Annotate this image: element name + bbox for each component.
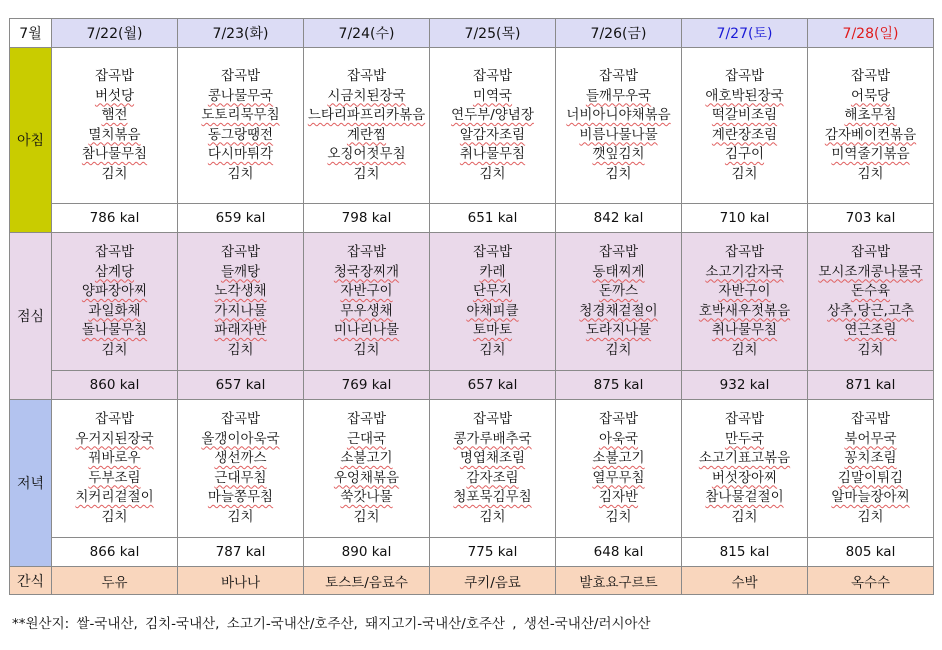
snack-cell: 옥수수	[808, 567, 934, 595]
menu-item: 소고기표고볶음	[698, 450, 791, 466]
breakfast-menu-cell	[178, 48, 304, 204]
menu-item: 생선까스	[214, 450, 267, 466]
menu-item: 김치	[479, 508, 506, 525]
snack-cell: 바나나	[178, 567, 304, 595]
dinner-kcal-cell: 890 kal	[304, 538, 430, 567]
breakfast-kcal-cell: 710 kal	[682, 204, 808, 233]
menu-item: 자반구이	[340, 283, 393, 299]
menu-item: 햄전	[101, 107, 128, 123]
menu-item: 김치	[353, 341, 380, 358]
lunch-menu-cell	[430, 233, 556, 371]
header-row	[10, 19, 934, 48]
menu-item: 애호박된장국	[705, 87, 784, 104]
lunch-label: 점심	[10, 233, 52, 400]
breakfast-kcal-row	[10, 204, 934, 233]
menu-item: 취나물무침	[459, 146, 526, 162]
menu-item: 김치	[605, 341, 632, 358]
breakfast-kcal-cell: 659 kal	[178, 204, 304, 233]
menu-item: 잡곡밥	[850, 68, 891, 84]
menu-item: 양파장아찌	[81, 283, 148, 299]
menu-item: 잡곡밥	[598, 68, 639, 84]
day-header-mon: 7/22(월)	[52, 19, 178, 48]
breakfast-kcal-cell: 786 kal	[52, 204, 178, 233]
menu-item: 해초무침	[844, 107, 897, 123]
menu-item: 비름나물나물	[579, 126, 658, 143]
snack-label: 간식	[10, 567, 52, 595]
dinner-kcal-cell: 815 kal	[682, 538, 808, 567]
day-header-sun: 7/28(일)	[808, 19, 934, 48]
dinner-menu-cell	[682, 400, 808, 538]
menu-item: 미역국	[472, 87, 513, 104]
menu-item: 잡곡밥	[850, 244, 891, 260]
snack-cell: 두유	[52, 567, 178, 595]
lunch-kcal-row	[10, 371, 934, 400]
menu-item: 잡곡밥	[220, 244, 261, 260]
menu-item: 김치	[353, 508, 380, 525]
menu-item: 잡곡밥	[346, 244, 387, 260]
breakfast-menu-cell	[808, 48, 934, 204]
menu-item: 김치	[731, 341, 758, 358]
day-header-tue: 7/23(화)	[178, 19, 304, 48]
snack-row	[10, 567, 934, 595]
breakfast-menu-cell	[304, 48, 430, 204]
dinner-kcal-row	[10, 538, 934, 567]
menu-item: 쑥갓나물	[340, 489, 393, 505]
menu-item: 명엽채조림	[459, 450, 526, 466]
menu-item: 멸치볶음	[88, 126, 141, 143]
menu-item: 느타리파프리카볶음	[307, 107, 426, 123]
menu-item: 잡곡밥	[94, 244, 135, 260]
menu-item: 김구이	[724, 146, 765, 162]
menu-item: 들깨탕	[220, 263, 261, 280]
menu-item: 김치	[605, 508, 632, 525]
menu-item: 파래자반	[214, 322, 267, 338]
menu-item: 꽁치조림	[844, 450, 897, 466]
menu-item: 감자조림	[466, 469, 519, 486]
menu-item: 김치	[731, 508, 758, 525]
breakfast-kcal-cell: 798 kal	[304, 204, 430, 233]
lunch-kcal-cell: 657 kal	[430, 371, 556, 400]
menu-item: 돈까스	[598, 283, 639, 299]
menu-item: 청포묵김무침	[453, 489, 532, 505]
lunch-menu-cell	[682, 233, 808, 371]
menu-item: 만두국	[724, 430, 765, 447]
menu-item: 떡갈비조림	[711, 107, 778, 123]
menu-item: 근대무침	[214, 469, 267, 486]
menu-item: 들깨무우국	[585, 87, 652, 104]
day-header-sat: 7/27(토)	[682, 19, 808, 48]
menu-item: 잡곡밥	[346, 68, 387, 84]
menu-item: 꿔바로우	[88, 450, 141, 466]
menu-item: 카레	[479, 263, 506, 280]
month-label: 7월	[10, 19, 52, 48]
dinner-menu-cell	[808, 400, 934, 538]
menu-item: 김치	[857, 341, 884, 358]
menu-item: 참나물무침	[81, 146, 148, 162]
menu-item: 김치	[227, 341, 254, 358]
lunch-menu-cell	[52, 233, 178, 371]
menu-item: 콩나물무국	[207, 87, 274, 104]
menu-item: 아욱국	[598, 430, 639, 447]
menu-item: 잡곡밥	[850, 411, 891, 427]
dinner-menu-cell	[304, 400, 430, 538]
menu-item: 돈수육	[850, 283, 891, 299]
menu-item: 오징어젓무침	[327, 146, 406, 162]
menu-item: 어묵당	[850, 87, 891, 104]
day-header-thu: 7/25(목)	[430, 19, 556, 48]
menu-item: 호박새우젓볶음	[698, 302, 791, 319]
menu-item: 열무무침	[592, 469, 645, 486]
menu-item: 청국장찌개	[333, 263, 400, 280]
menu-item: 도라지나물	[585, 322, 652, 338]
menu-item: 야채피클	[466, 302, 519, 319]
menu-item: 김치	[101, 508, 128, 525]
menu-item: 잡곡밥	[346, 411, 387, 427]
dinner-kcal-cell: 866 kal	[52, 538, 178, 567]
dinner-kcal-cell: 648 kal	[556, 538, 682, 567]
dinner-kcal-cell: 805 kal	[808, 538, 934, 567]
menu-item: 소불고기	[592, 450, 645, 466]
menu-item: 감자베이컨볶음	[824, 126, 917, 143]
menu-item: 버섯당	[94, 87, 135, 104]
menu-item: 미역줄기볶음	[831, 146, 910, 162]
lunch-kcal-cell: 769 kal	[304, 371, 430, 400]
breakfast-kcal-cell: 703 kal	[808, 204, 934, 233]
menu-item: 잡곡밥	[598, 244, 639, 260]
lunch-menu-cell	[178, 233, 304, 371]
menu-item: 잡곡밥	[724, 411, 765, 427]
menu-item: 취나물무침	[711, 322, 778, 338]
menu-item: 김치	[479, 165, 506, 182]
menu-item: 치커리겉절이	[75, 489, 154, 505]
dinner-menu-cell	[430, 400, 556, 538]
menu-item: 콩가루배추국	[453, 430, 532, 447]
day-header-fri: 7/26(금)	[556, 19, 682, 48]
menu-item: 연두부/양념장	[451, 107, 534, 123]
dinner-items-row	[10, 400, 934, 538]
menu-item: 깻잎김치	[592, 146, 645, 162]
menu-item: 잡곡밥	[94, 68, 135, 84]
lunch-kcal-cell: 860 kal	[52, 371, 178, 400]
snack-cell: 발효요구르트	[556, 567, 682, 595]
dinner-menu-cell	[52, 400, 178, 538]
dinner-kcal-cell: 775 kal	[430, 538, 556, 567]
menu-item: 김치	[605, 165, 632, 182]
snack-cell: 토스트/음료수	[304, 567, 430, 595]
menu-item: 버섯장아찌	[711, 469, 778, 486]
menu-item: 잡곡밥	[724, 68, 765, 84]
breakfast-label: 아침	[10, 48, 52, 233]
day-header-wed: 7/24(수)	[304, 19, 430, 48]
menu-item: 김치	[479, 341, 506, 358]
menu-item: 잡곡밥	[472, 411, 513, 427]
menu-item: 도토리묵무침	[201, 107, 280, 123]
menu-item: 노각생채	[214, 283, 267, 299]
menu-item: 잡곡밥	[220, 411, 261, 427]
breakfast-items-row	[10, 48, 934, 204]
menu-item: 김치	[227, 165, 254, 182]
breakfast-menu-cell	[682, 48, 808, 204]
snack-cell: 수박	[682, 567, 808, 595]
menu-item: 돌나물무침	[81, 322, 148, 338]
breakfast-menu-cell	[430, 48, 556, 204]
menu-item: 소불고기	[340, 450, 393, 466]
breakfast-kcal-cell: 842 kal	[556, 204, 682, 233]
menu-item: 김치	[353, 165, 380, 182]
menu-item: 북어무국	[844, 430, 897, 447]
menu-item: 계란찜	[346, 126, 387, 143]
menu-item: 모시조개콩나물국	[818, 263, 923, 280]
menu-item: 잡곡밥	[724, 244, 765, 260]
menu-item: 김치	[857, 508, 884, 525]
dinner-label: 저녁	[10, 400, 52, 567]
lunch-menu-cell	[808, 233, 934, 371]
menu-item: 삼계당	[94, 263, 135, 280]
menu-item: 동그랑땡전	[207, 126, 274, 143]
menu-item: 무우생채	[340, 302, 393, 319]
origin-note: **원산지: 쌀-국내산, 김치-국내산, 소고기-국내산/호주산, 돼지고기-국내산/호주산 , 생선-국내산/러시아산	[12, 616, 651, 632]
breakfast-menu-cell	[52, 48, 178, 204]
menu-item: 김치	[101, 165, 128, 182]
menu-item: 청경채겉절이	[579, 302, 658, 319]
dinner-menu-cell	[178, 400, 304, 538]
menu-item: 너비아니야채볶음	[566, 107, 671, 123]
breakfast-kcal-cell: 651 kal	[430, 204, 556, 233]
menu-item: 올갱이아욱국	[201, 430, 280, 447]
menu-item: 김치	[227, 508, 254, 525]
menu-item: 시금치된장국	[327, 87, 406, 104]
lunch-menu-cell	[304, 233, 430, 371]
lunch-items-row	[10, 233, 934, 371]
snack-cell: 쿠키/음료	[430, 567, 556, 595]
dinner-kcal-cell: 787 kal	[178, 538, 304, 567]
dinner-menu-cell	[556, 400, 682, 538]
menu-item: 김자반	[598, 489, 639, 505]
menu-item: 김치	[731, 165, 758, 182]
menu-item: 잡곡밥	[598, 411, 639, 427]
menu-item: 동태찌게	[592, 263, 645, 280]
menu-item: 김말이튀김	[837, 469, 904, 486]
menu-item: 김치	[857, 165, 884, 182]
lunch-kcal-cell: 875 kal	[556, 371, 682, 400]
menu-item: 잡곡밥	[472, 68, 513, 84]
menu-item: 가지나물	[214, 302, 267, 319]
menu-item: 과일화채	[88, 302, 141, 319]
menu-item: 알마늘장아찌	[831, 489, 910, 505]
meal-plan-table	[9, 18, 934, 595]
menu-item: 토마토	[472, 322, 513, 338]
menu-item: 단무지	[472, 283, 513, 299]
menu-item: 계란장조림	[711, 126, 778, 143]
menu-item: 참나물겉절이	[705, 489, 784, 505]
menu-item: 알감자조림	[459, 126, 526, 143]
menu-item: 미나리나물	[333, 322, 400, 338]
menu-item: 두부조림	[88, 469, 141, 486]
menu-item: 우엉채볶음	[333, 469, 400, 486]
menu-item: 연근조림	[844, 322, 897, 338]
lunch-kcal-cell: 932 kal	[682, 371, 808, 400]
menu-item: 소고기감자국	[705, 263, 784, 280]
menu-item: 마늘쫑무침	[207, 489, 274, 505]
menu-item: 잡곡밥	[220, 68, 261, 84]
menu-item: 상추,당근,고추	[827, 302, 914, 319]
menu-item: 자반구이	[718, 283, 771, 299]
menu-item: 근대국	[346, 430, 387, 447]
menu-item: 잡곡밥	[472, 244, 513, 260]
menu-item: 다시마튀각	[207, 146, 274, 162]
lunch-kcal-cell: 871 kal	[808, 371, 934, 400]
breakfast-menu-cell	[556, 48, 682, 204]
menu-item: 김치	[101, 341, 128, 358]
lunch-kcal-cell: 657 kal	[178, 371, 304, 400]
menu-item: 잡곡밥	[94, 411, 135, 427]
lunch-menu-cell	[556, 233, 682, 371]
menu-item: 우거지된장국	[75, 430, 154, 447]
